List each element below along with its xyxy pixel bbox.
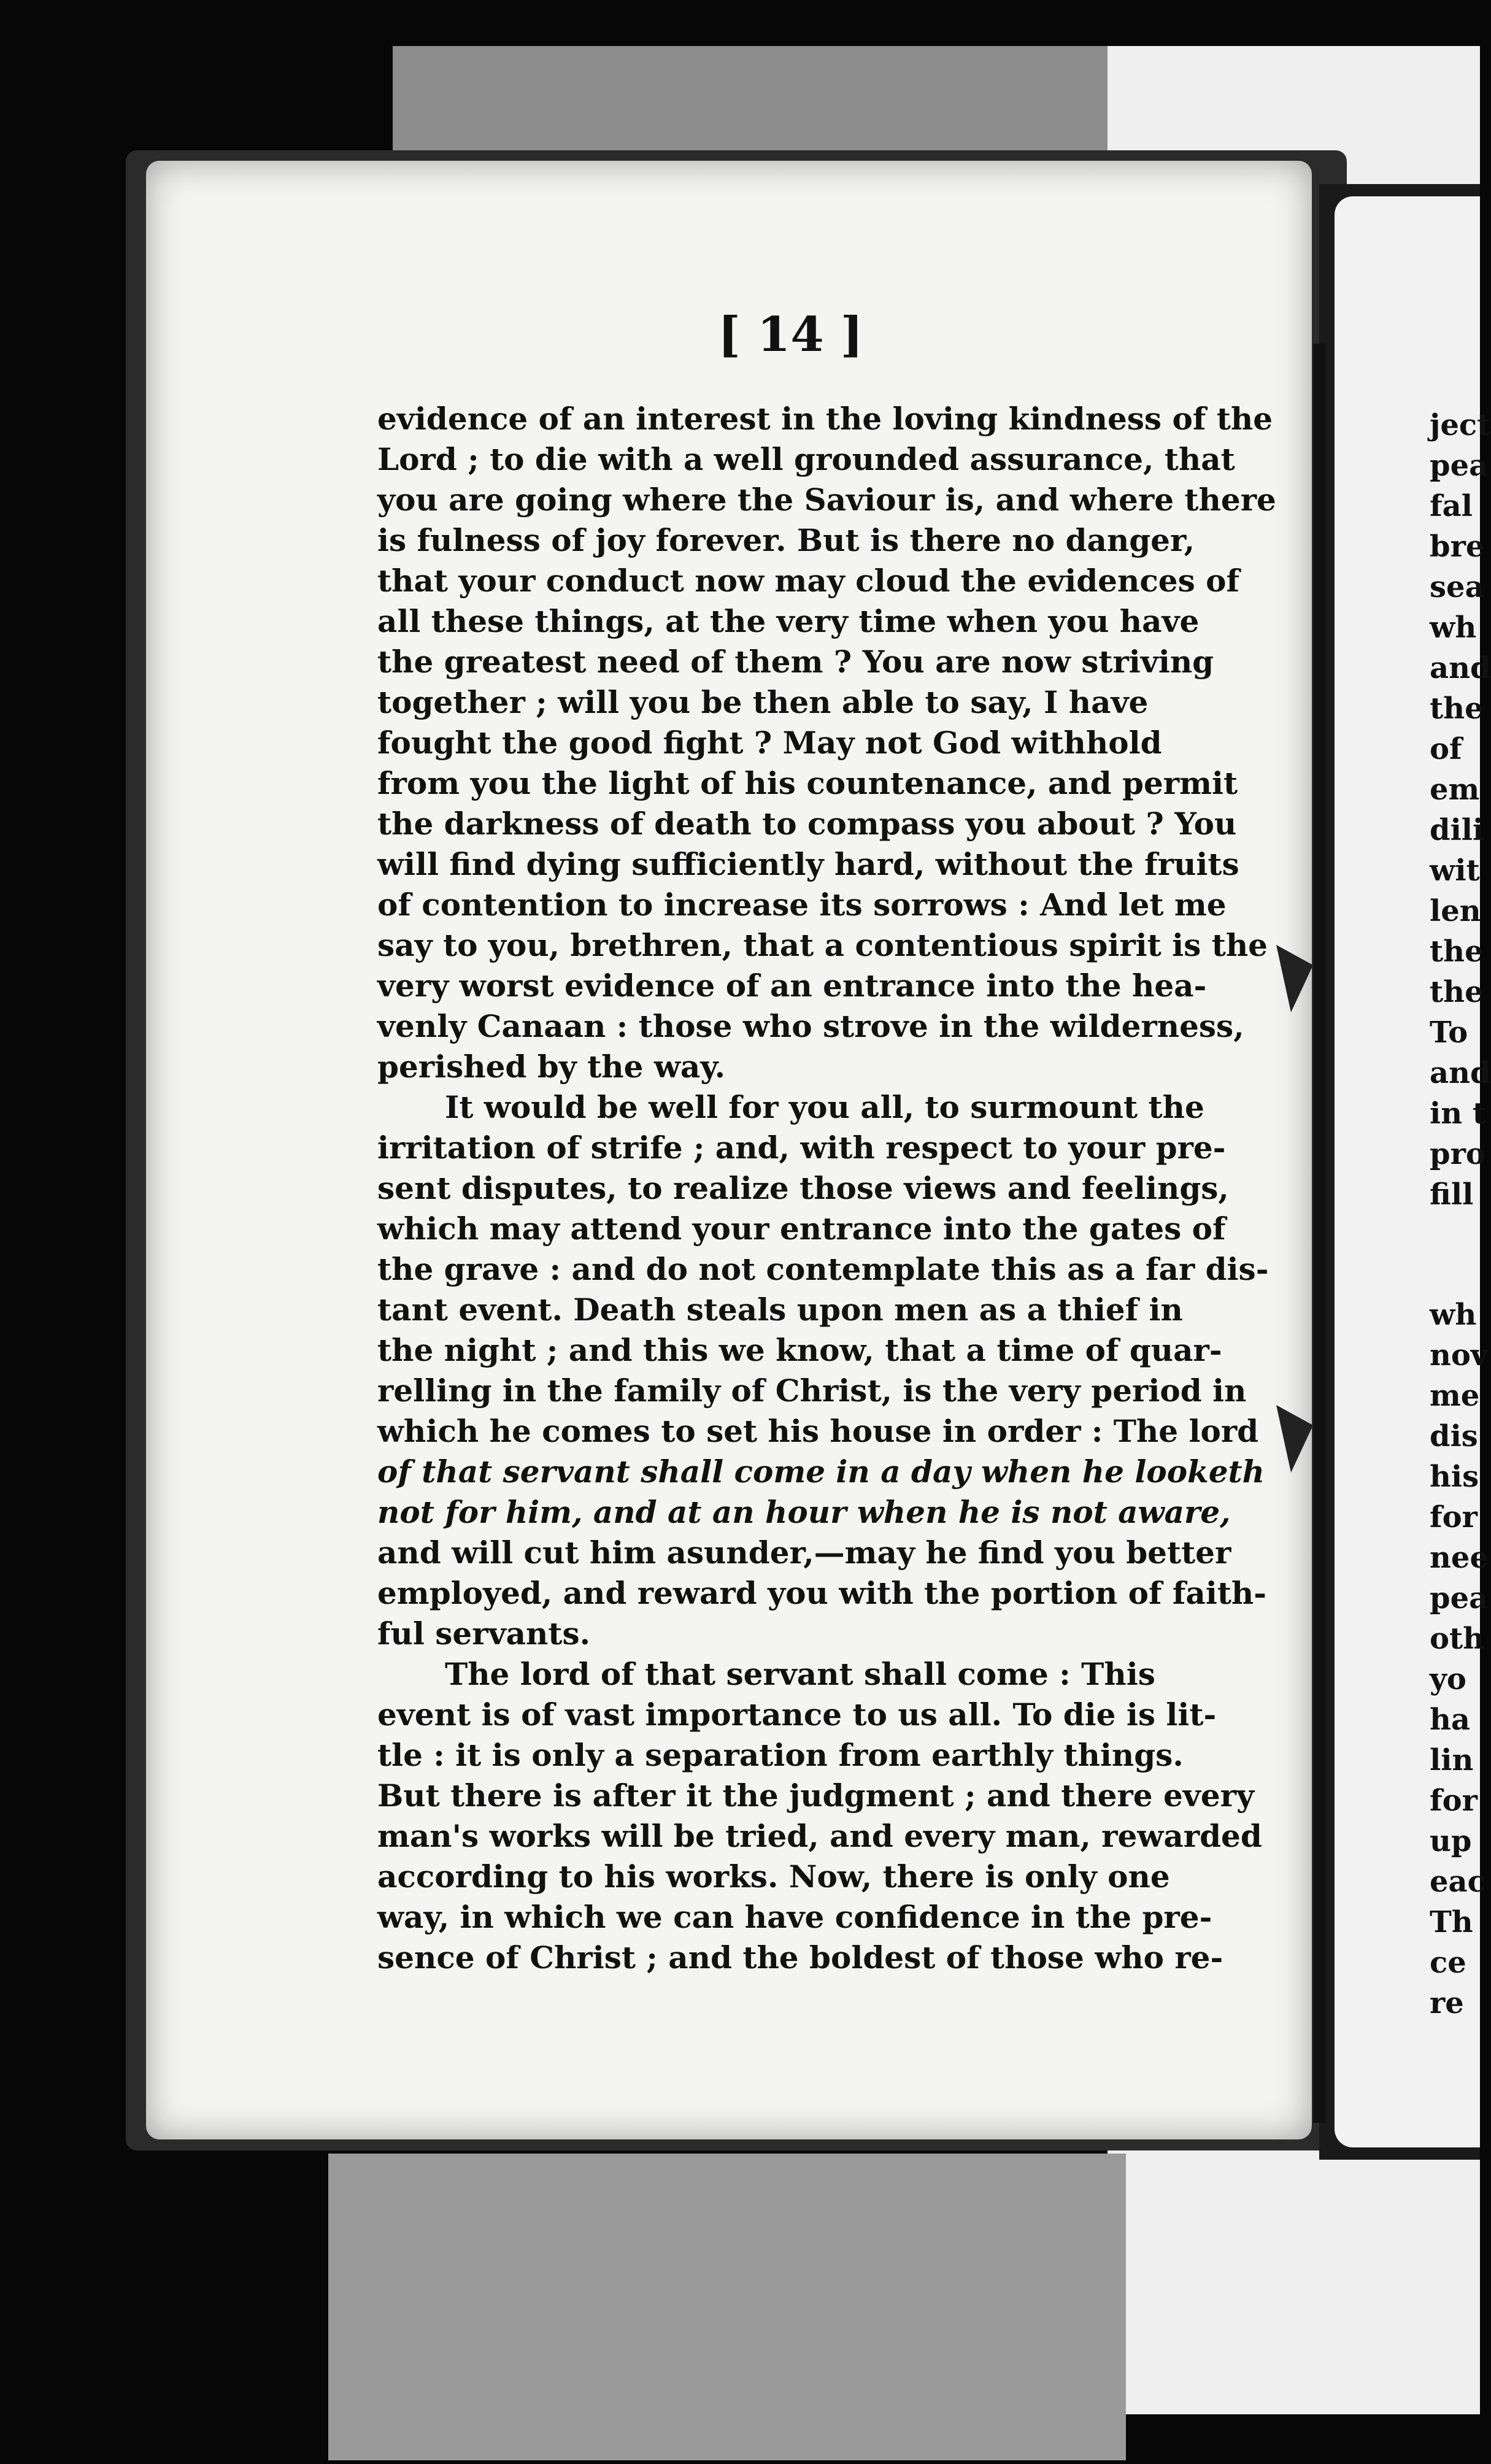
- facing-text-fragment: eac: [1430, 1865, 1485, 1899]
- facing-text-fragment: in t: [1430, 1096, 1487, 1131]
- text-line: that your conduct now may cloud the evidences of: [377, 563, 1240, 599]
- text-line: not for him, and at an hour when he is not aware,: [377, 1494, 1231, 1530]
- facing-text-fragment: wh: [1430, 610, 1477, 645]
- text-line: the greatest need of them ? You are now striving: [377, 644, 1214, 680]
- text-line: irritation of strife ; and, with respect to your pre-: [377, 1130, 1226, 1166]
- page-number: [ 14 ]: [718, 307, 863, 363]
- text-line: employed, and reward you with the portion of faith-: [377, 1575, 1267, 1611]
- text-line: event is of vast importance to us all. To die is lit-: [377, 1696, 1217, 1733]
- text-line: man's works will be tried, and every man, rewarded: [377, 1818, 1262, 1854]
- text-line: tant event. Death steals upon men as a thief in: [377, 1292, 1183, 1328]
- facing-text-fragment: dis: [1430, 1419, 1478, 1453]
- text-line: the grave : and do not contemplate this as a far dis-: [377, 1251, 1269, 1287]
- text-line: tle : it is only a separation from earthly things.: [377, 1737, 1184, 1773]
- facing-text-fragment: for: [1430, 1784, 1478, 1818]
- text-line: from you the light of his countenance, and permit: [377, 765, 1238, 801]
- text-line: But there is after it the judgment ; and there every: [377, 1777, 1255, 1814]
- text-line: which he comes to set his house in order : The lord: [377, 1413, 1259, 1449]
- facing-text-fragment: em: [1430, 772, 1480, 807]
- facing-text-fragment: pea: [1430, 1581, 1489, 1615]
- facing-text-fragment: len: [1430, 894, 1481, 928]
- text-line: ful servants.: [377, 1615, 591, 1652]
- facing-text-fragment: for: [1430, 1500, 1478, 1534]
- facing-text-fragment: and: [1430, 1056, 1491, 1090]
- facing-text-fragment: his: [1430, 1460, 1479, 1494]
- text-line: evidence of an interest in the loving kindness of the: [377, 401, 1273, 437]
- facing-text-fragment: and: [1430, 651, 1491, 685]
- facing-text-fragment: yo: [1430, 1662, 1466, 1696]
- facing-text-fragment: pro: [1430, 1137, 1485, 1171]
- facing-text-fragment: ce: [1430, 1946, 1466, 1980]
- facing-text-fragment: fill: [1430, 1177, 1474, 1212]
- text-line: together ; will you be then able to say, I have: [377, 684, 1149, 720]
- text-line: perished by the way.: [377, 1049, 726, 1085]
- text-line: which may attend your entrance into the gates of: [377, 1211, 1226, 1247]
- text-line: way, in which we can have confidence in the pre-: [377, 1899, 1212, 1935]
- facing-text-fragment: ha: [1430, 1703, 1470, 1737]
- facing-text-fragment: oth: [1430, 1622, 1485, 1656]
- text-line: Lord ; to die with a well grounded assurance, that: [377, 441, 1235, 477]
- text-line: say to you, brethren, that a contentious spirit is the: [377, 927, 1268, 963]
- text-line: sent disputes, to realize those views and feelings,: [377, 1170, 1229, 1206]
- facing-text-fragment: nee: [1430, 1541, 1489, 1575]
- text-line: the darkness of death to compass you about ? You: [377, 806, 1237, 842]
- text-line: and will cut him asunder,—may he find you better: [377, 1534, 1231, 1571]
- facing-text-fragment: up: [1430, 1824, 1472, 1858]
- text-line: sence of Christ ; and the boldest of those who re-: [377, 1939, 1223, 1976]
- text-line: It would be well for you all, to surmount the: [445, 1089, 1204, 1125]
- text-line: venly Canaan : those who strove in the wilderness,: [377, 1008, 1244, 1044]
- facing-paragraph-gap: [1430, 1215, 1480, 1295]
- text-line: all these things, at the very time when you have: [377, 603, 1200, 639]
- text-line: fought the good fight ? May not God withhold: [377, 725, 1162, 761]
- page-text: [377, 399, 1276, 1978]
- facing-text-fragment: the: [1430, 691, 1484, 726]
- facing-text-fragment: me: [1430, 1379, 1480, 1413]
- facing-text-fragment: ject: [1430, 408, 1491, 442]
- facing-text-fragment: To: [1430, 1015, 1468, 1050]
- facing-text-fragment: nov: [1430, 1338, 1488, 1373]
- text-line: you are going where the Saviour is, and where there: [377, 482, 1276, 518]
- text-line: the night ; and this we know, that a time of quar-: [377, 1332, 1222, 1368]
- text-line: very worst evidence of an entrance into the hea-: [377, 968, 1207, 1004]
- facing-text-fragment: fal: [1430, 489, 1473, 523]
- facing-text-fragment: pea: [1430, 449, 1489, 483]
- facing-text-fragment: wh: [1430, 1298, 1477, 1332]
- facing-text-fragment: the: [1430, 934, 1484, 969]
- facing-text-fragment: bre: [1430, 529, 1485, 564]
- text-line: The lord of that servant shall come : This: [445, 1656, 1155, 1692]
- facing-text-fragment: dili: [1430, 813, 1484, 847]
- book-spine: [1313, 344, 1325, 2123]
- text-line: according to his works. Now, there is only one: [377, 1858, 1170, 1895]
- facing-text-fragment: lin: [1430, 1743, 1474, 1777]
- facing-text-fragment: the: [1430, 975, 1484, 1009]
- facing-text-fragment: of: [1430, 732, 1462, 766]
- facing-text-fragment: wit: [1430, 853, 1480, 888]
- text-line: relling in the family of Christ, is the very period in: [377, 1373, 1247, 1409]
- text-line: will find dying sufficiently hard, without the fruits: [377, 846, 1239, 882]
- text-line: of contention to increase its sorrows : And let me: [377, 887, 1227, 923]
- facing-text-fragment: Th: [1430, 1905, 1473, 1939]
- background-strip-bottom: [328, 2154, 1126, 2460]
- facing-text-fragment: sea: [1430, 570, 1484, 604]
- text-line: is fulness of joy forever. But is there no danger,: [377, 522, 1195, 558]
- facing-page-text: [1430, 405, 1491, 2023]
- text-line: of that servant shall come in a day when he looketh: [377, 1453, 1265, 1490]
- facing-text-fragment: re: [1430, 1986, 1464, 2020]
